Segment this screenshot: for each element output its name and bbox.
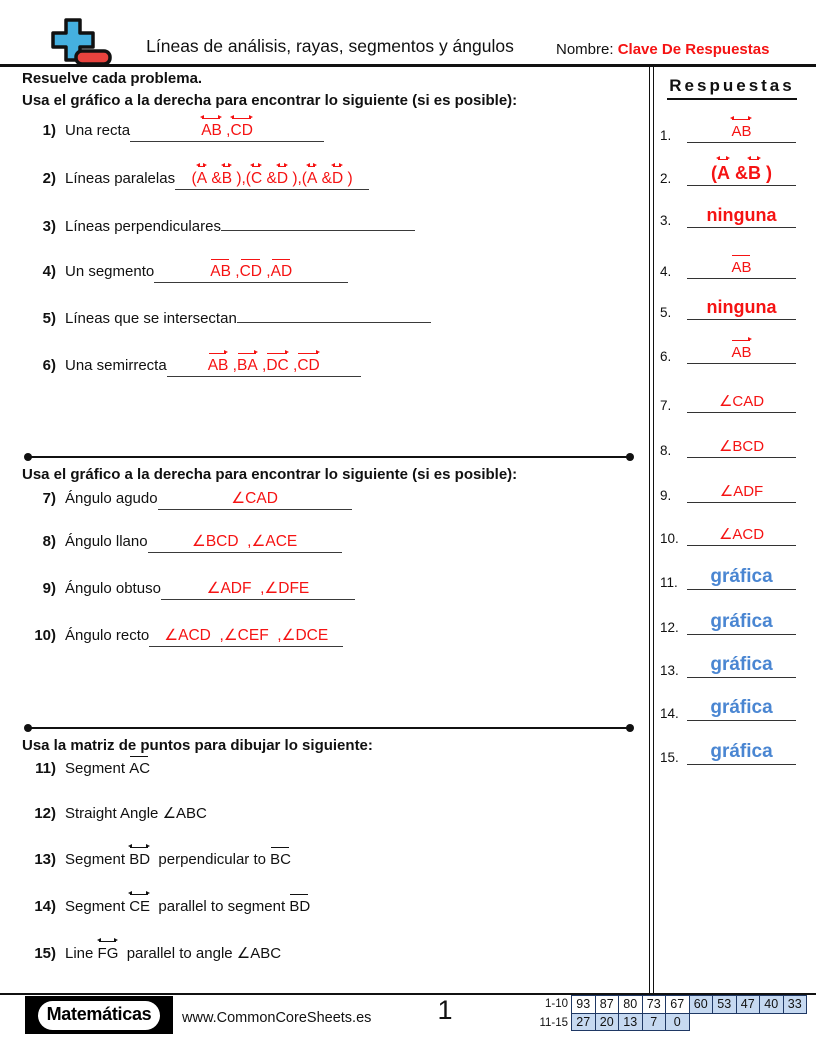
question-label: Ángulo llano	[65, 533, 148, 550]
section-divider	[28, 727, 630, 729]
page-title: Líneas de análisis, rayas, segmentos y ángulos	[146, 36, 514, 56]
brand-label: Matemáticas	[38, 1001, 161, 1030]
answer-line	[687, 387, 796, 413]
question-row	[22, 351, 361, 377]
section2-header: Usa el gráfico a la derecha para encontrar lo siguiente (si es posible):	[22, 466, 518, 483]
answer-number: 15.	[660, 750, 679, 765]
score-cell: 20	[595, 1013, 620, 1032]
answer-line	[687, 605, 796, 635]
website-url: www.CommonCoreSheets.es	[182, 1010, 372, 1026]
answer-blank	[158, 484, 352, 510]
answer-blank	[237, 321, 431, 323]
question-row	[22, 799, 207, 823]
question-row	[22, 621, 343, 647]
question-label: Ángulo recto	[65, 627, 150, 644]
answer-line	[687, 117, 796, 143]
score-cell: 33	[783, 995, 808, 1014]
score-table-row	[528, 1014, 807, 1033]
answer-value: ninguna	[706, 297, 777, 317]
score-cell: 87	[595, 995, 620, 1014]
answer-line	[687, 291, 796, 320]
answer-row	[660, 694, 796, 721]
column-separator	[649, 66, 654, 993]
answer-row	[660, 116, 796, 143]
answer-number: 8.	[660, 443, 672, 458]
question-label: Una semirrecta	[65, 357, 167, 374]
question-number: 7)	[42, 490, 56, 507]
question-row	[22, 257, 348, 283]
answer-line	[687, 735, 796, 765]
answer-value: gráfica	[710, 566, 773, 587]
answer-row	[660, 337, 796, 364]
answer-row	[660, 201, 796, 228]
answer-line	[687, 253, 796, 279]
score-cell: 67	[665, 995, 690, 1014]
question-number: 3)	[42, 218, 56, 235]
question-label: Una recta	[65, 122, 131, 139]
answer-value: ∠ADF	[719, 483, 764, 500]
answer-blank	[154, 257, 348, 283]
question-number: 10)	[34, 627, 56, 644]
answer-row	[660, 651, 796, 678]
score-cell: 80	[618, 995, 643, 1014]
question-label: Segment AC	[65, 760, 150, 777]
answer-row	[660, 608, 796, 635]
question-number: 15)	[34, 945, 56, 962]
question-label: Líneas perpendiculares	[65, 218, 221, 235]
question-number: 12)	[34, 805, 56, 822]
score-cell: 47	[736, 995, 761, 1014]
score-table-row	[528, 995, 807, 1014]
question-row	[22, 484, 352, 510]
answer-number: 9.	[660, 488, 672, 503]
answer-blank	[175, 164, 369, 190]
plus-minus-logo-icon	[42, 16, 124, 68]
name-field	[556, 41, 769, 58]
question-row	[22, 892, 310, 916]
answer-number: 12.	[660, 620, 679, 635]
answer-row	[660, 563, 796, 590]
answers-column	[656, 66, 808, 993]
score-table	[528, 995, 807, 1032]
answer-number: 1.	[660, 128, 672, 143]
answer-line	[687, 691, 796, 721]
section3-header: Usa la matriz de puntos para dibujar lo siguiente:	[22, 737, 373, 754]
answer-row	[660, 386, 796, 413]
answer-value: gráfica	[710, 611, 773, 632]
answer-number: 2.	[660, 171, 672, 186]
question-row	[22, 527, 342, 553]
answer-line	[687, 560, 796, 590]
answer-line	[687, 432, 796, 458]
name-value: Clave De Respuestas	[617, 41, 770, 58]
brand-logo	[25, 996, 173, 1034]
question-row	[22, 845, 291, 869]
question-row	[22, 116, 324, 142]
question-label: Segment BD perpendicular to BC	[65, 851, 291, 868]
answer-number: 6.	[660, 349, 672, 364]
answer-value: ninguna	[706, 205, 777, 225]
section-divider	[28, 456, 630, 458]
answer-value: AB	[731, 344, 751, 361]
answer-value: ∠CAD	[718, 393, 765, 410]
answer-text: ∠BCD ,∠ACE	[191, 533, 298, 550]
answer-blank	[148, 527, 342, 553]
answer-number: 10.	[660, 531, 679, 546]
answer-number: 14.	[660, 706, 679, 721]
answer-row	[660, 252, 796, 279]
score-cell: 73	[642, 995, 667, 1014]
answer-blank	[221, 229, 415, 231]
answer-number: 11.	[660, 575, 678, 590]
question-label: Straight Angle ∠ABC	[65, 805, 207, 822]
answer-number: 7.	[660, 398, 672, 413]
question-label: Ángulo obtuso	[65, 580, 161, 597]
answer-text: AB ,BA ,DC ,CD	[208, 357, 320, 374]
answer-text: ∠CAD	[231, 490, 278, 507]
question-number: 5)	[42, 310, 56, 327]
name-label: Nombre:	[556, 41, 614, 58]
answer-row	[660, 431, 796, 458]
question-number: 6)	[42, 357, 56, 374]
question-label: Ángulo agudo	[65, 490, 158, 507]
score-cell: 27	[571, 1013, 596, 1032]
score-cell: 53	[712, 995, 737, 1014]
answer-line	[687, 477, 796, 503]
answer-line	[687, 648, 796, 678]
answer-row	[660, 519, 796, 546]
answer-number: 4.	[660, 264, 672, 279]
answer-line	[687, 338, 796, 364]
answer-text: ∠ADF ,∠DFE	[206, 580, 310, 597]
answer-line	[687, 157, 796, 186]
answer-value: AB	[731, 259, 751, 276]
page-number: 1	[437, 995, 453, 1025]
score-cell: 0	[665, 1013, 690, 1032]
question-row	[22, 574, 355, 600]
answer-text: AB ,CD	[201, 122, 253, 139]
question-row	[22, 212, 415, 236]
question-number: 2)	[42, 170, 56, 187]
answer-row	[660, 476, 796, 503]
answer-text: AB ,CD ,AD	[210, 263, 292, 280]
answer-line	[687, 520, 796, 546]
question-label: Un segmento	[65, 263, 155, 280]
answer-value: gráfica	[710, 697, 773, 718]
question-row	[22, 754, 150, 778]
question-number: 11)	[35, 760, 56, 777]
score-cell: 13	[618, 1013, 643, 1032]
answer-number: 5.	[660, 305, 672, 320]
question-number: 8)	[42, 533, 56, 550]
answer-value: (A &B )	[711, 163, 772, 183]
questions-column	[20, 66, 646, 993]
answer-value: ∠ACD	[718, 526, 765, 543]
answer-number: 13.	[660, 663, 679, 678]
section1-header: Usa el gráfico a la derecha para encontrar lo siguiente (si es posible):	[22, 92, 518, 109]
question-number: 1)	[42, 122, 56, 139]
answer-row	[660, 159, 796, 186]
answer-line	[687, 199, 796, 228]
score-cell: 40	[759, 995, 784, 1014]
answer-value: ∠BCD	[718, 438, 765, 455]
answer-value: AB	[731, 123, 751, 140]
question-label: Líneas que se intersectan	[65, 310, 237, 327]
answer-value: gráfica	[710, 741, 773, 762]
question-number: 13)	[34, 851, 56, 868]
score-row-label: 1-10	[544, 998, 568, 1010]
question-row	[22, 939, 281, 963]
answer-blank	[167, 351, 361, 377]
score-cell: 93	[571, 995, 596, 1014]
question-label: Líneas paralelas	[65, 170, 176, 187]
answer-row	[660, 293, 796, 320]
answer-blank	[161, 574, 355, 600]
score-cell: 7	[642, 1013, 667, 1032]
question-number: 14)	[34, 898, 56, 915]
answer-row	[660, 738, 796, 765]
score-cell: 60	[689, 995, 714, 1014]
answer-blank	[130, 116, 324, 142]
question-row	[22, 164, 369, 190]
score-row-label: 11-15	[539, 1016, 568, 1029]
answer-value: gráfica	[710, 654, 773, 675]
answer-number: 3.	[660, 213, 672, 228]
question-row	[22, 304, 431, 328]
instructions-line1: Resuelve cada problema.	[22, 70, 203, 87]
answers-title: Respuestas	[667, 76, 796, 100]
question-label: Line FG parallel to angle ∠ABC	[65, 945, 281, 962]
answer-text: (A &B ),(C &D ),(A &D )	[192, 170, 353, 187]
answer-blank	[149, 621, 343, 647]
question-number: 9)	[42, 580, 56, 597]
question-label: Segment CE parallel to segment BD	[65, 898, 310, 915]
answer-text: ∠ACD ,∠CEF ,∠DCE	[164, 627, 329, 644]
question-number: 4)	[42, 263, 56, 280]
